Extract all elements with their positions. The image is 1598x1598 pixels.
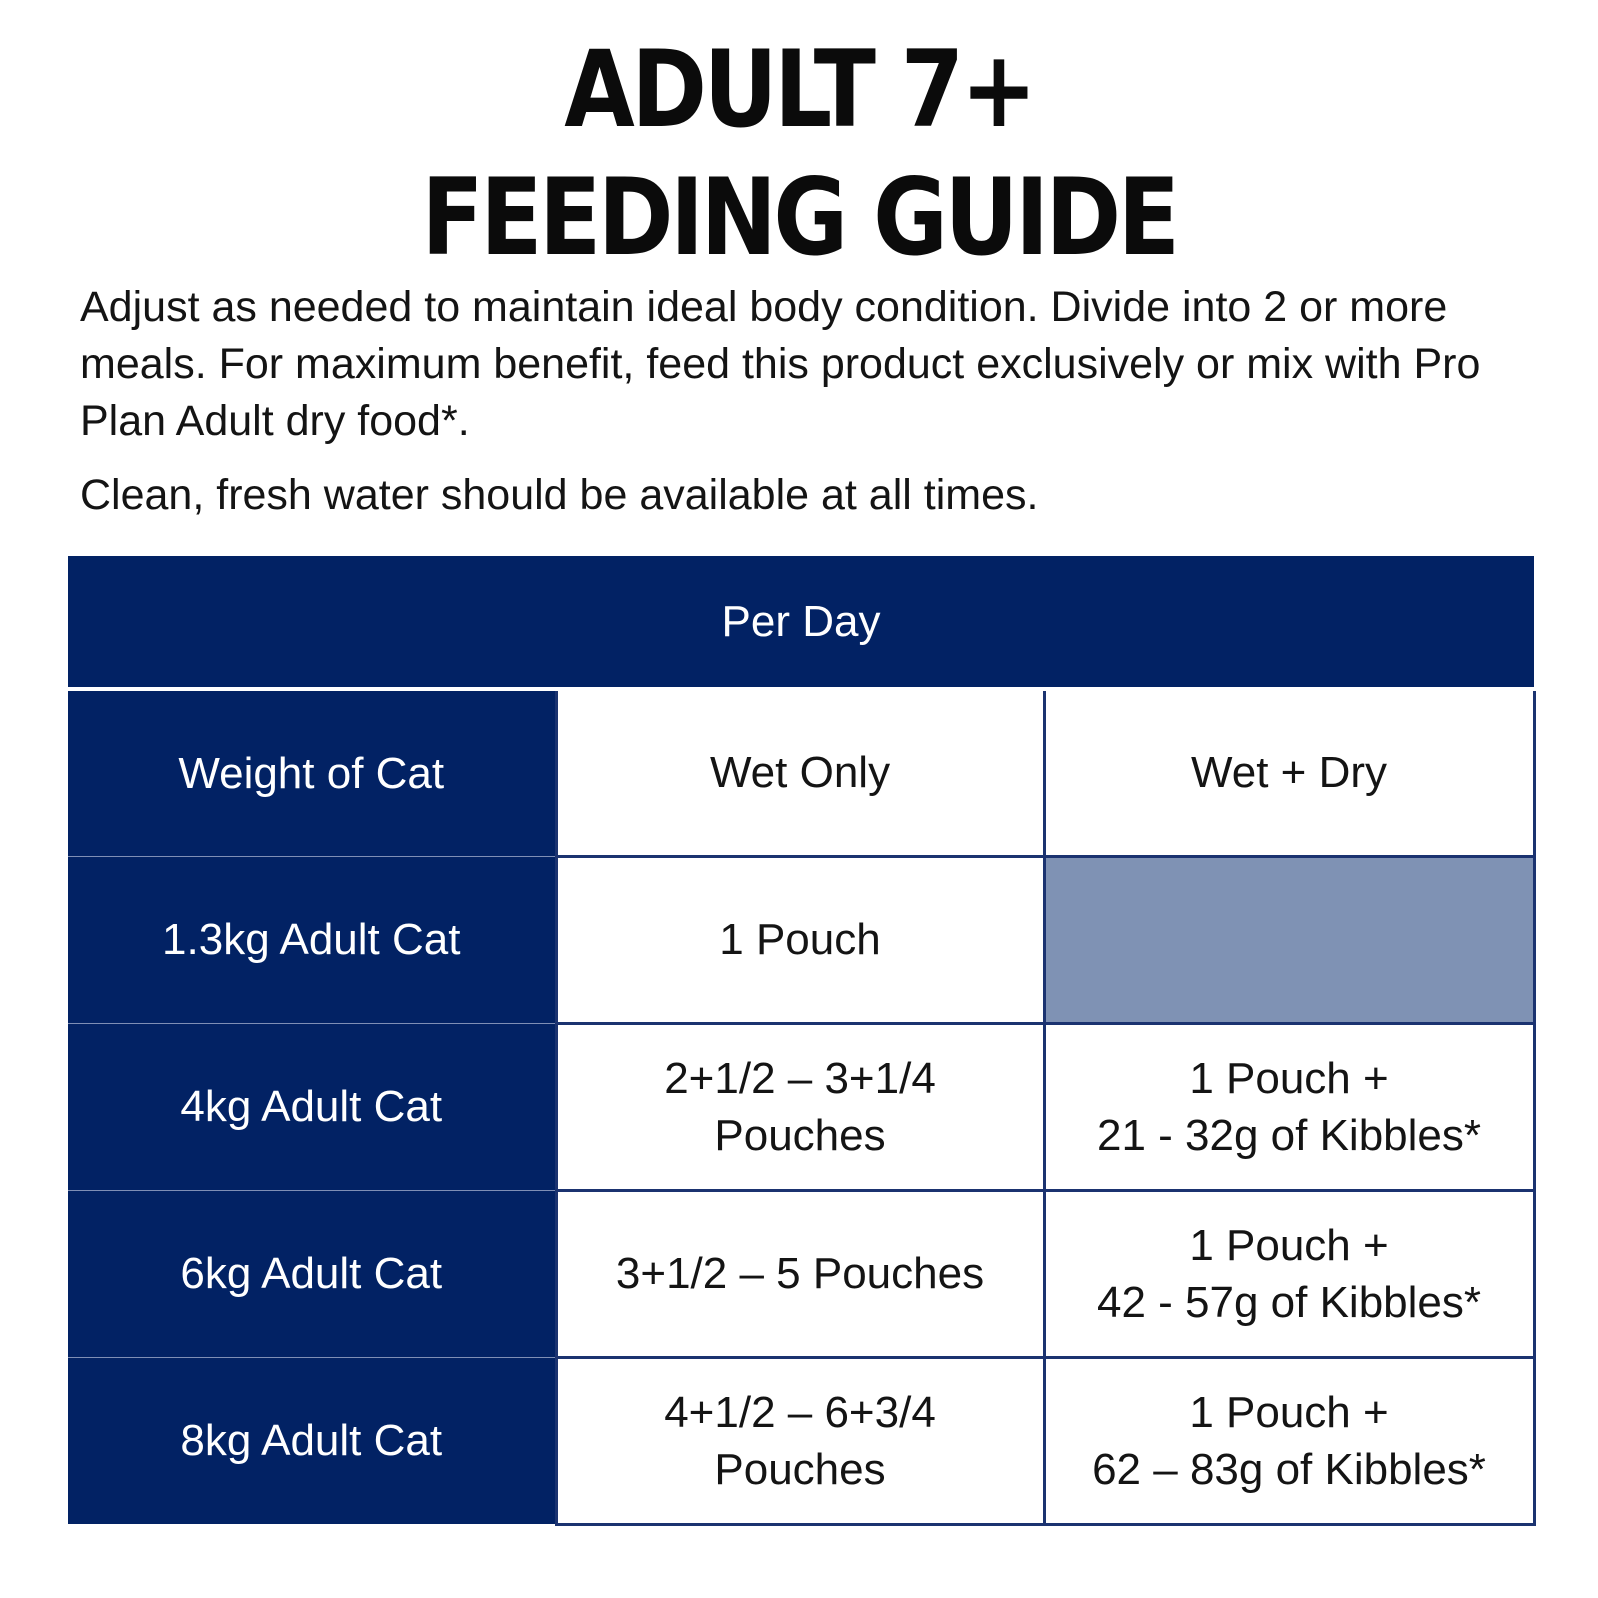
column-header-row <box>68 689 1534 856</box>
table-row <box>68 1190 1534 1357</box>
wet-dry-line: 1 Pouch + <box>1189 1053 1389 1103</box>
weight-cell: 8kg Adult Cat <box>68 1357 556 1524</box>
weight-cell: 6kg Adult Cat <box>68 1190 556 1357</box>
wet-only-cell <box>556 856 1044 1023</box>
wet-only-line: 4+1/2 – 6+3/4 <box>664 1387 936 1437</box>
wet-only-line: 3+1/2 – 5 Pouches <box>615 1249 985 1298</box>
intro-paragraph-feeding: Adjust as needed to maintain ideal body condition. Divide into 2 or more meals. For maximum benefit, feed this product exclusively or mix with Pro Plan Adult dry food*. <box>80 283 1481 445</box>
wet-dry-line: 1 Pouch + <box>1189 1220 1389 1270</box>
table-row <box>68 1357 1534 1524</box>
wet-only-cell <box>556 1357 1044 1524</box>
feeding-guide-table <box>68 556 1536 1526</box>
intro-paragraph-water: Clean, fresh water should be available at all times. <box>80 471 1039 519</box>
wet-dry-line: 62 – 83g of Kibbles* <box>1092 1444 1486 1494</box>
header-weight-of-cat: Weight of Cat <box>68 689 556 856</box>
header-wet-dry: Wet + Dry <box>1044 689 1534 856</box>
wet-dry-cell <box>1044 1023 1534 1190</box>
header-wet-only: Wet Only <box>556 689 1044 856</box>
wet-dry-line: 1 Pouch + <box>1189 1387 1389 1437</box>
weight-cell: 4kg Adult Cat <box>68 1023 556 1190</box>
wet-dry-cell <box>1044 1357 1534 1524</box>
table-row <box>68 856 1534 1023</box>
wet-dry-line: 21 - 32g of Kibbles* <box>1096 1110 1482 1160</box>
wet-only-line: Pouches <box>714 1110 886 1160</box>
wet-dry-cell <box>1044 1190 1534 1357</box>
table-row <box>68 1023 1534 1190</box>
title-line-1: ADULT 7+ <box>564 28 1034 151</box>
wet-only-line: 1 Pouch <box>719 915 881 964</box>
per-day-header: Per Day <box>68 556 1534 689</box>
wet-only-line: 2+1/2 – 3+1/4 <box>664 1053 936 1103</box>
wet-only-line: Pouches <box>714 1444 886 1494</box>
wet-dry-line: 42 - 57g of Kibbles* <box>1096 1277 1482 1327</box>
wet-only-cell <box>556 1190 1044 1357</box>
wet-only-cell <box>556 1023 1044 1190</box>
wet-dry-cell-empty <box>1044 856 1534 1023</box>
title-line-2: FEEDING GUIDE <box>421 156 1177 279</box>
weight-cell: 1.3kg Adult Cat <box>68 856 556 1023</box>
